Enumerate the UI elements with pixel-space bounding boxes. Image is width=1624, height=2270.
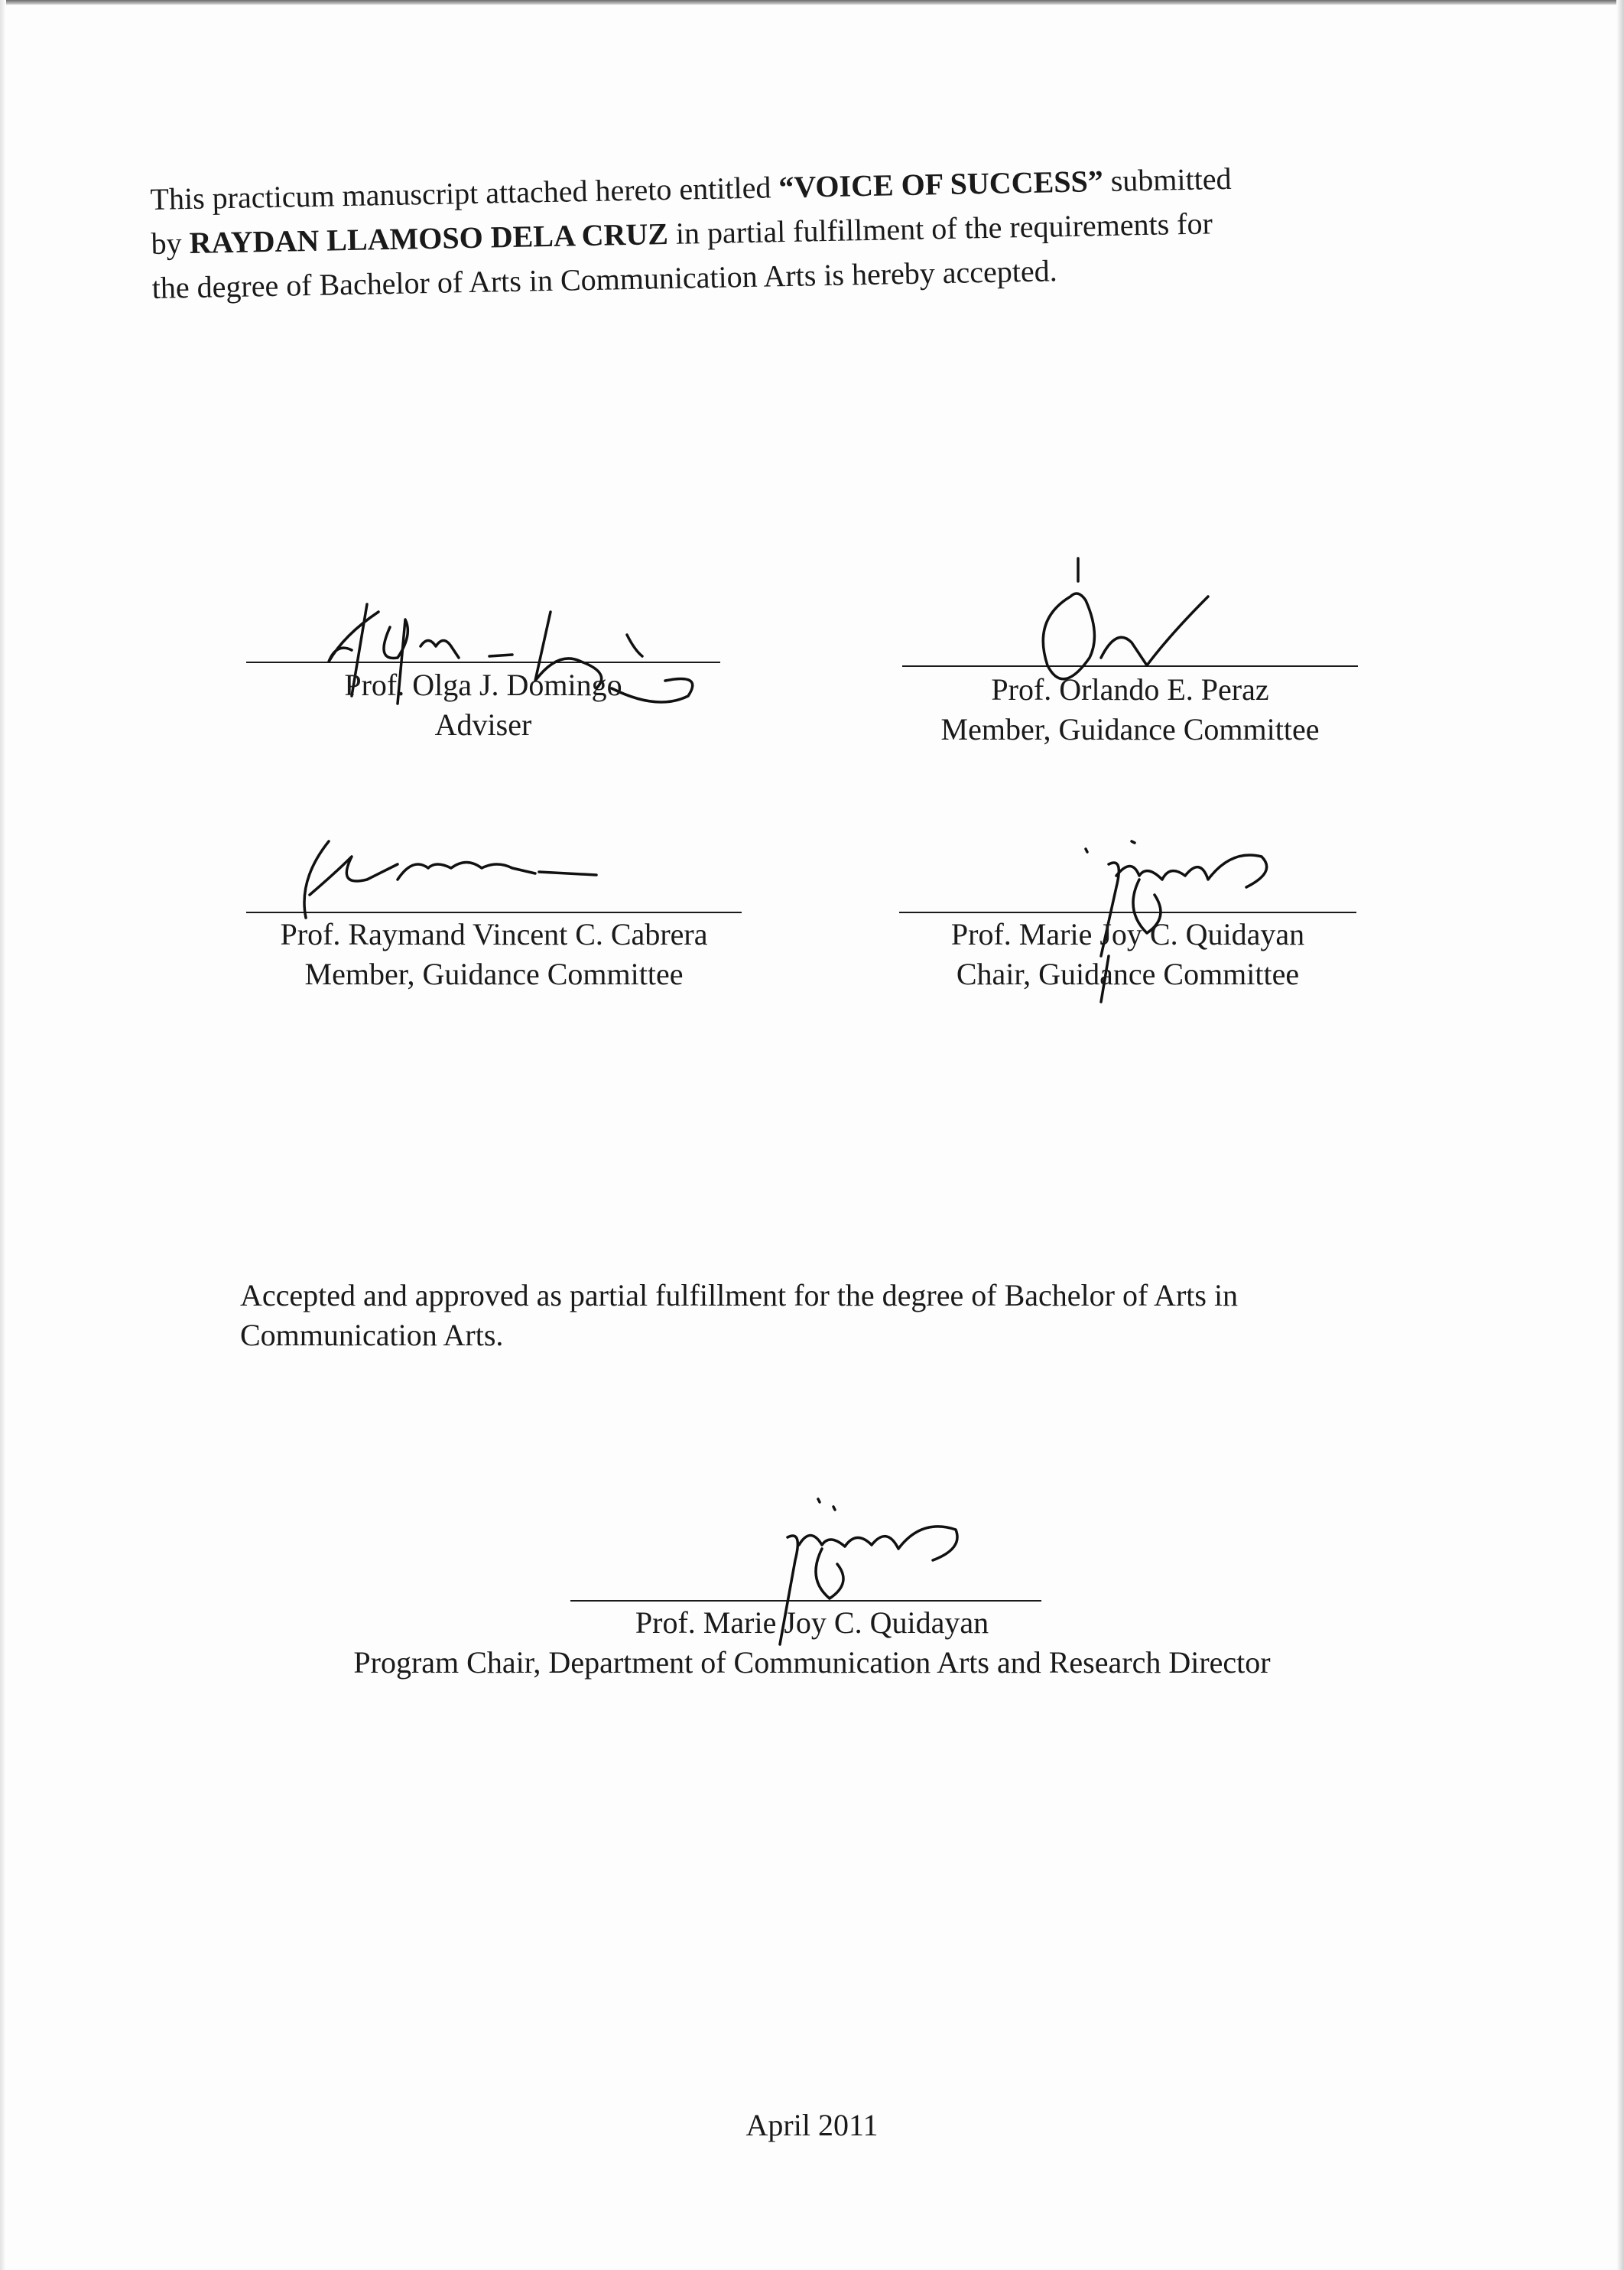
approval-line-2: Communication Arts. (240, 1318, 504, 1352)
acceptance-text: by (151, 226, 190, 261)
signatory-role: Member, Guidance Committee (940, 712, 1320, 746)
signatory-role: Adviser (434, 707, 532, 742)
page-left-edge (0, 0, 6, 2270)
page-top-edge (0, 0, 1624, 5)
approval-line-1: Accepted and approved as partial fulfillment for the degree of Bachelor of Arts in (240, 1278, 1239, 1312)
acceptance-line-3: the degree of Bachelor of Arts in Communication Arts is hereby accepted. (151, 253, 1058, 305)
acceptance-text: submitted (1103, 161, 1232, 199)
signatory-name: Prof. Marie Joy C. Quidayan (950, 917, 1305, 951)
author-name: RAYDAN LLAMOSO DELA CRUZ (189, 216, 669, 261)
signatory-program-chair (265, 1603, 1359, 1683)
document-date: April 2011 (745, 2108, 879, 2142)
signatory-role: Member, Guidance Committee (304, 957, 684, 991)
approval-paragraph (240, 1276, 1418, 1355)
signatory-role: Program Chair, Department of Communication Arts and Research Director (353, 1645, 1271, 1680)
manuscript-title: “VOICE OF SUCCESS” (778, 164, 1104, 205)
signatory-adviser (246, 665, 720, 745)
signatory-role: Chair, Guidance Committee (956, 957, 1300, 991)
member-signature-2 (283, 826, 635, 925)
signatory-member-1 (902, 670, 1358, 750)
acceptance-text: in partial fulfillment of the requirements for (667, 206, 1213, 251)
signatory-name: Prof. Olga J. Domingo (344, 668, 622, 702)
acceptance-text: This practicum manuscript attached hereto entitled (150, 170, 779, 216)
signatory-member-2 (246, 915, 742, 994)
signatory-name: Prof. Orlando E. Peraz (991, 672, 1269, 707)
signatory-name: Prof. Marie Joy C. Quidayan (635, 1605, 989, 1640)
page-right-edge (1616, 0, 1624, 2270)
signatory-chair (899, 915, 1356, 994)
signatory-name: Prof. Raymand Vincent C. Cabrera (280, 917, 708, 951)
acceptance-paragraph (150, 154, 1406, 311)
